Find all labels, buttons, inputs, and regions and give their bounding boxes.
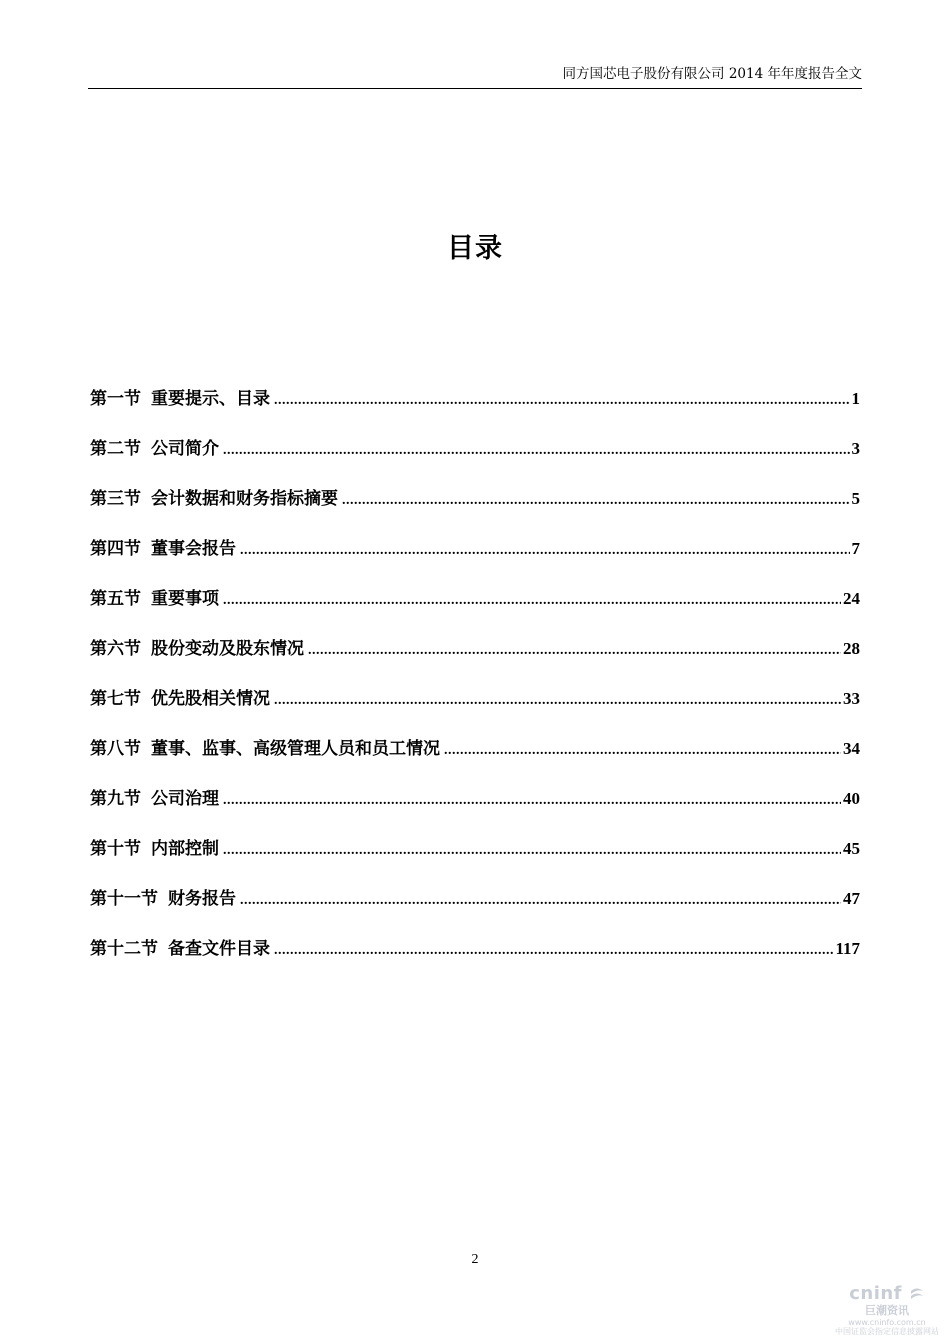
toc-dot-leader — [240, 538, 850, 564]
toc-dot-leader — [223, 588, 841, 614]
toc-section-number: 第三节 — [90, 489, 141, 509]
toc-section-number: 第九节 — [90, 789, 141, 809]
toc-dot-leader — [240, 888, 841, 914]
toc-dot-leader — [223, 838, 841, 864]
toc-entry[interactable] — [90, 836, 860, 886]
toc-page-number: 7 — [851, 539, 860, 558]
toc-entry[interactable] — [90, 736, 860, 786]
toc-section-title: 优先股相关情况 — [151, 689, 270, 709]
toc-section-title: 重要提示、目录 — [151, 389, 270, 409]
toc-entry[interactable] — [90, 586, 860, 636]
toc-section-number: 第二节 — [90, 439, 141, 459]
toc-section-title: 董事会报告 — [151, 539, 236, 559]
toc-section-number: 第十一节 — [90, 889, 158, 909]
toc-entry[interactable] — [90, 536, 860, 586]
toc-entry[interactable] — [90, 486, 860, 536]
toc-section-number: 第十二节 — [90, 939, 158, 959]
watermark-brand — [832, 1284, 942, 1305]
cninfo-watermark — [832, 1284, 942, 1336]
cninfo-logo-icon — [909, 1287, 925, 1301]
toc-section-number: 第六节 — [90, 639, 141, 659]
toc-dot-leader — [274, 938, 833, 964]
toc-page-number: 33 — [843, 689, 860, 708]
toc-page-number: 40 — [843, 789, 860, 808]
toc-section-number: 第一节 — [90, 389, 141, 409]
toc-dot-leader — [223, 788, 841, 814]
toc-page-number: 3 — [851, 439, 860, 458]
table-of-contents — [90, 386, 860, 986]
toc-entry[interactable] — [90, 886, 860, 936]
toc-section-title: 内部控制 — [151, 839, 219, 859]
toc-section-number: 第七节 — [90, 689, 141, 709]
toc-page-number: 1 — [851, 389, 860, 408]
toc-section-title: 董事、监事、高级管理人员和员工情况 — [151, 739, 440, 759]
toc-section-title: 会计数据和财务指标摘要 — [151, 489, 338, 509]
toc-section-title: 股份变动及股东情况 — [151, 639, 304, 659]
toc-section-title: 重要事项 — [151, 589, 219, 609]
toc-dot-leader — [274, 388, 850, 414]
toc-dot-leader — [223, 438, 850, 464]
toc-page-number: 117 — [835, 939, 860, 958]
toc-entry[interactable] — [90, 436, 860, 486]
toc-page-number: 28 — [843, 639, 860, 658]
toc-entry[interactable] — [90, 636, 860, 686]
toc-page-number: 34 — [843, 739, 860, 758]
toc-entry[interactable] — [90, 786, 860, 836]
watermark-brand-text: cninf — [849, 1283, 903, 1305]
header-text: 同方国芯电子股份有限公司 2014 年年度报告全文 — [562, 66, 862, 82]
toc-section-number: 第十节 — [90, 839, 141, 859]
footer-page-number: 2 — [471, 1252, 479, 1267]
watermark-org: 中国证监会指定信息披露网站 — [835, 1326, 939, 1336]
toc-page-number: 5 — [851, 489, 860, 508]
toc-entry[interactable] — [90, 686, 860, 736]
toc-section-number: 第五节 — [90, 589, 141, 609]
toc-section-title: 公司简介 — [151, 439, 219, 459]
toc-section-title: 公司治理 — [151, 789, 219, 809]
page-header — [88, 64, 862, 89]
page-title: 目录 — [447, 233, 503, 264]
toc-section-number: 第四节 — [90, 539, 141, 559]
toc-entry[interactable] — [90, 936, 860, 986]
toc-dot-leader — [444, 738, 841, 764]
toc-page-number: 45 — [843, 839, 860, 858]
toc-page-number: 47 — [843, 889, 860, 908]
toc-page-number: 24 — [843, 589, 860, 608]
toc-dot-leader — [274, 688, 841, 714]
toc-dot-leader — [308, 638, 841, 664]
toc-entry[interactable] — [90, 386, 860, 436]
toc-section-number: 第八节 — [90, 739, 141, 759]
watermark-url: www.cninfo.com.cn — [848, 1317, 926, 1327]
watermark-brand-cn: 巨潮资讯 — [865, 1303, 909, 1317]
toc-section-title: 财务报告 — [168, 889, 236, 909]
toc-dot-leader — [342, 488, 850, 514]
toc-section-title: 备查文件目录 — [168, 939, 270, 959]
